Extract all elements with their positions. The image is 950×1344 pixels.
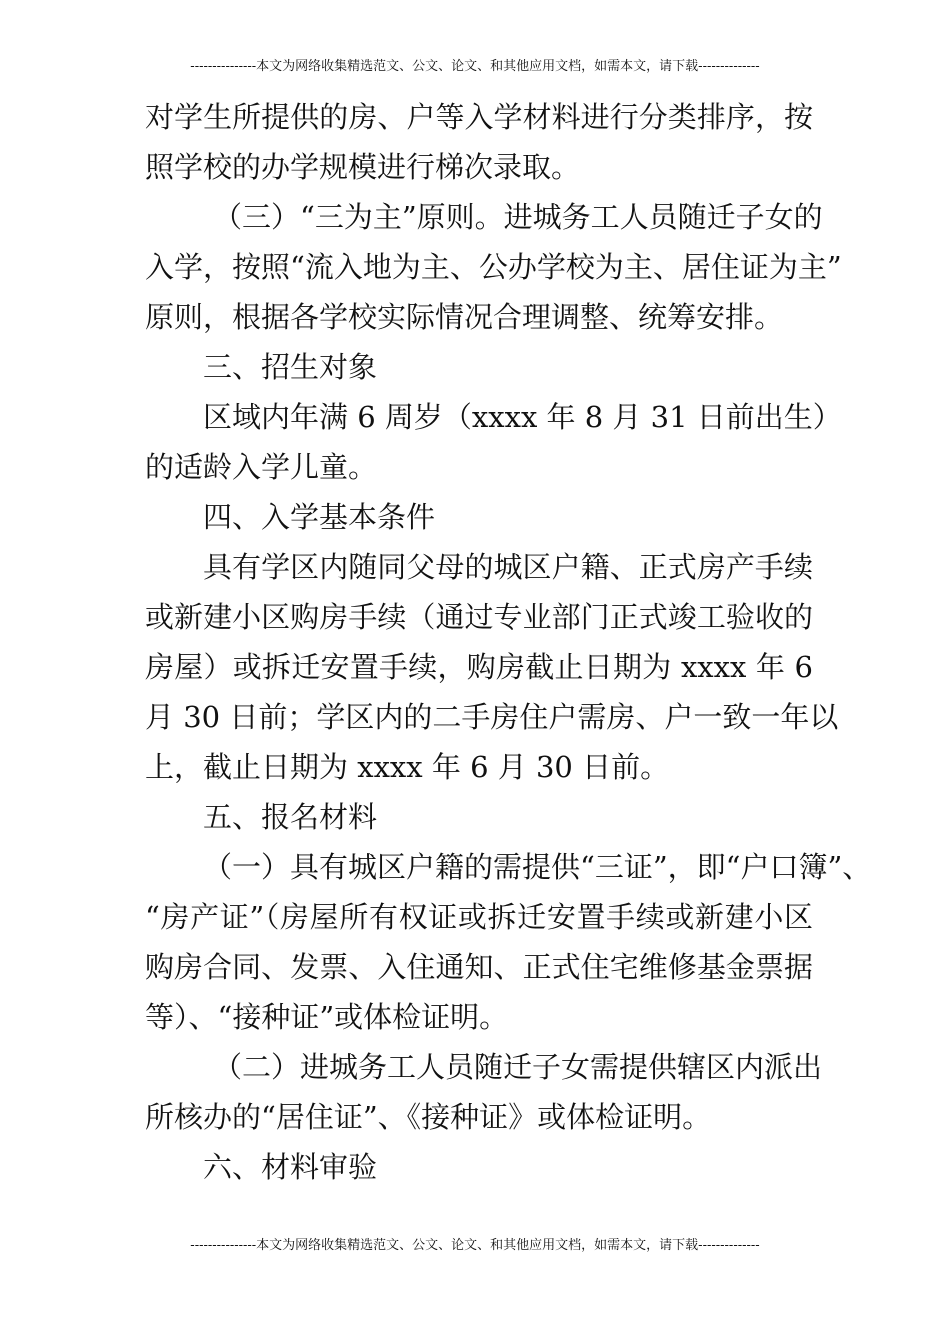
paragraph-line: 购房合同、发票、入住通知、正式住宅维修基金票据 — [145, 950, 813, 984]
paragraph-line: 对学生所提供的房、户等入学材料进行分类排序，按 — [145, 100, 813, 134]
paragraph-line: 照学校的办学规模进行梯次录取。 — [145, 150, 581, 184]
paragraph-line: 原则，根据各学校实际情况合理调整、统筹安排。 — [145, 300, 784, 334]
paragraph-line: 月 30 日前；学区内的二手房住户需房、户一致一年以 — [145, 700, 839, 734]
section-heading: 三、招生对象 — [203, 350, 378, 384]
paragraph-line: 房屋）或拆迁安置手续，购房截止日期为 xxxx 年 6 — [145, 650, 813, 684]
paragraph-line: 的适龄入学儿童。 — [145, 450, 378, 484]
header-banner: ---------------本文为网络收集精选范文、公文、论文、和其他应用文档，如需本文，请下载-------------- — [190, 59, 760, 74]
paragraph-line: （二）进城务工人员随迁子女需提供辖区内派出 — [213, 1050, 823, 1084]
paragraph-line: “房产证”（房屋所有权证或拆迁安置手续或新建小区 — [145, 900, 813, 934]
paragraph-line: 入学，按照“流入地为主、公办学校为主、居住证为主” — [145, 250, 842, 284]
footer-banner: ---------------本文为网络收集精选范文、公文、论文、和其他应用文档，如需本文，请下载-------------- — [190, 1238, 760, 1253]
section-heading: 四、入学基本条件 — [203, 500, 436, 534]
paragraph-line: （三）“三为主”原则。进城务工人员随迁子女的 — [213, 200, 823, 234]
document-body — [145, 92, 872, 1192]
paragraph-line: 或新建小区购房手续（通过专业部门正式竣工验收的 — [145, 600, 813, 634]
paragraph-line: 等）、“接种证”或体检证明。 — [145, 1000, 509, 1034]
paragraph-line: （一）具有城区户籍的需提供“三证”，即“户口簿”、 — [203, 850, 872, 884]
section-heading: 六、材料审验 — [203, 1150, 378, 1184]
paragraph-line: 上，截止日期为 xxxx 年 6 月 30 日前。 — [145, 750, 670, 784]
paragraph-line: 区域内年满 6 周岁（xxxx 年 8 月 31 日前出生） — [203, 400, 842, 434]
paragraph-line: 具有学区内随同父母的城区户籍、正式房产手续 — [203, 550, 813, 584]
paragraph-line: 所核办的“居住证”、《接种证》或体检证明。 — [145, 1100, 712, 1134]
section-heading: 五、报名材料 — [203, 800, 378, 834]
